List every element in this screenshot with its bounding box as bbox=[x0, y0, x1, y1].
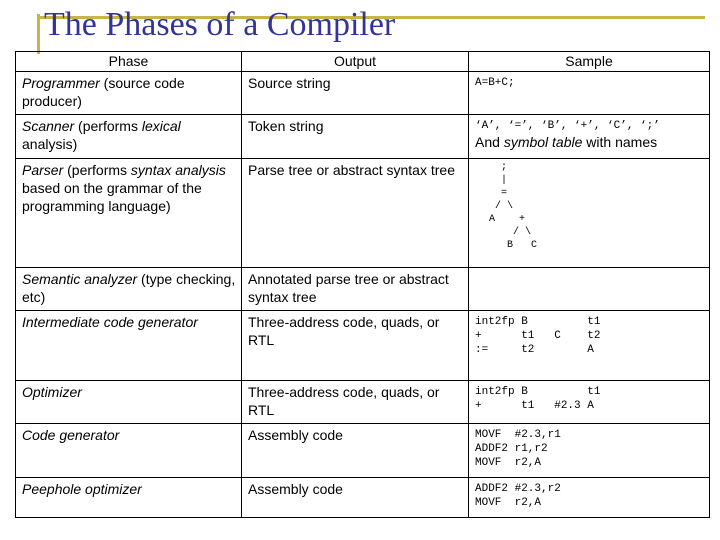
title-accent-vertical bbox=[37, 14, 40, 54]
parse-tree-diagram: ; | = / \ A + / \ B C bbox=[489, 162, 538, 251]
sample-cell: ‘A’, ‘=’, ‘B’, ‘+’, ‘C’, ‘;’ And symbol table with names bbox=[469, 115, 710, 159]
phase-cell: Optimizer bbox=[16, 381, 242, 424]
header-output: Output bbox=[242, 52, 469, 72]
output-cell: Parse tree or abstract syntax tree bbox=[242, 159, 469, 268]
table-row bbox=[16, 72, 710, 115]
sample-cell bbox=[469, 268, 710, 311]
phase-cell: Scanner (performs lexical analysis) bbox=[16, 115, 242, 159]
table-row bbox=[16, 159, 710, 268]
output-cell: Three-address code, quads, or RTL bbox=[242, 381, 469, 424]
sample-cell: MOVF #2.3,r1 ADDF2 r1,r2 MOVF r2,A bbox=[469, 424, 710, 478]
table-header-row bbox=[16, 52, 710, 72]
compiler-phases-table bbox=[15, 51, 710, 518]
output-cell: Source string bbox=[242, 72, 469, 115]
table-row bbox=[16, 478, 710, 518]
sample-cell: ADDF2 #2.3,r2 MOVF r2,A bbox=[469, 478, 710, 518]
phase-cell: Parser (performs syntax analysis based on the grammar of the programming language) bbox=[16, 159, 242, 268]
sample-note: And symbol table with names bbox=[475, 134, 658, 150]
output-cell: Token string bbox=[242, 115, 469, 159]
table-row bbox=[16, 381, 710, 424]
phase-cell: Intermediate code generator bbox=[16, 311, 242, 381]
output-cell: Three-address code, quads, or RTL bbox=[242, 311, 469, 381]
sample-cell bbox=[469, 159, 710, 268]
table-row bbox=[16, 424, 710, 478]
output-cell: Annotated parse tree or abstract syntax tree bbox=[242, 268, 469, 311]
phase-cell: Semantic analyzer (type checking, etc) bbox=[16, 268, 242, 311]
header-sample: Sample bbox=[469, 52, 710, 72]
table-row bbox=[16, 115, 710, 159]
sample-cell: int2fp B t1 + t1 C t2 := t2 A bbox=[469, 311, 710, 381]
slide-title: The Phases of a Compiler bbox=[44, 6, 396, 43]
output-cell: Assembly code bbox=[242, 424, 469, 478]
phase-cell: Programmer (source code producer) bbox=[16, 72, 242, 115]
phase-cell: Code generator bbox=[16, 424, 242, 478]
table-row bbox=[16, 311, 710, 381]
sample-cell: A=B+C; bbox=[469, 72, 710, 115]
sample-cell: int2fp B t1 + t1 #2.3 A bbox=[469, 381, 710, 424]
phase-cell: Peephole optimizer bbox=[16, 478, 242, 518]
output-cell: Assembly code bbox=[242, 478, 469, 518]
table-row bbox=[16, 268, 710, 311]
header-phase: Phase bbox=[16, 52, 242, 72]
